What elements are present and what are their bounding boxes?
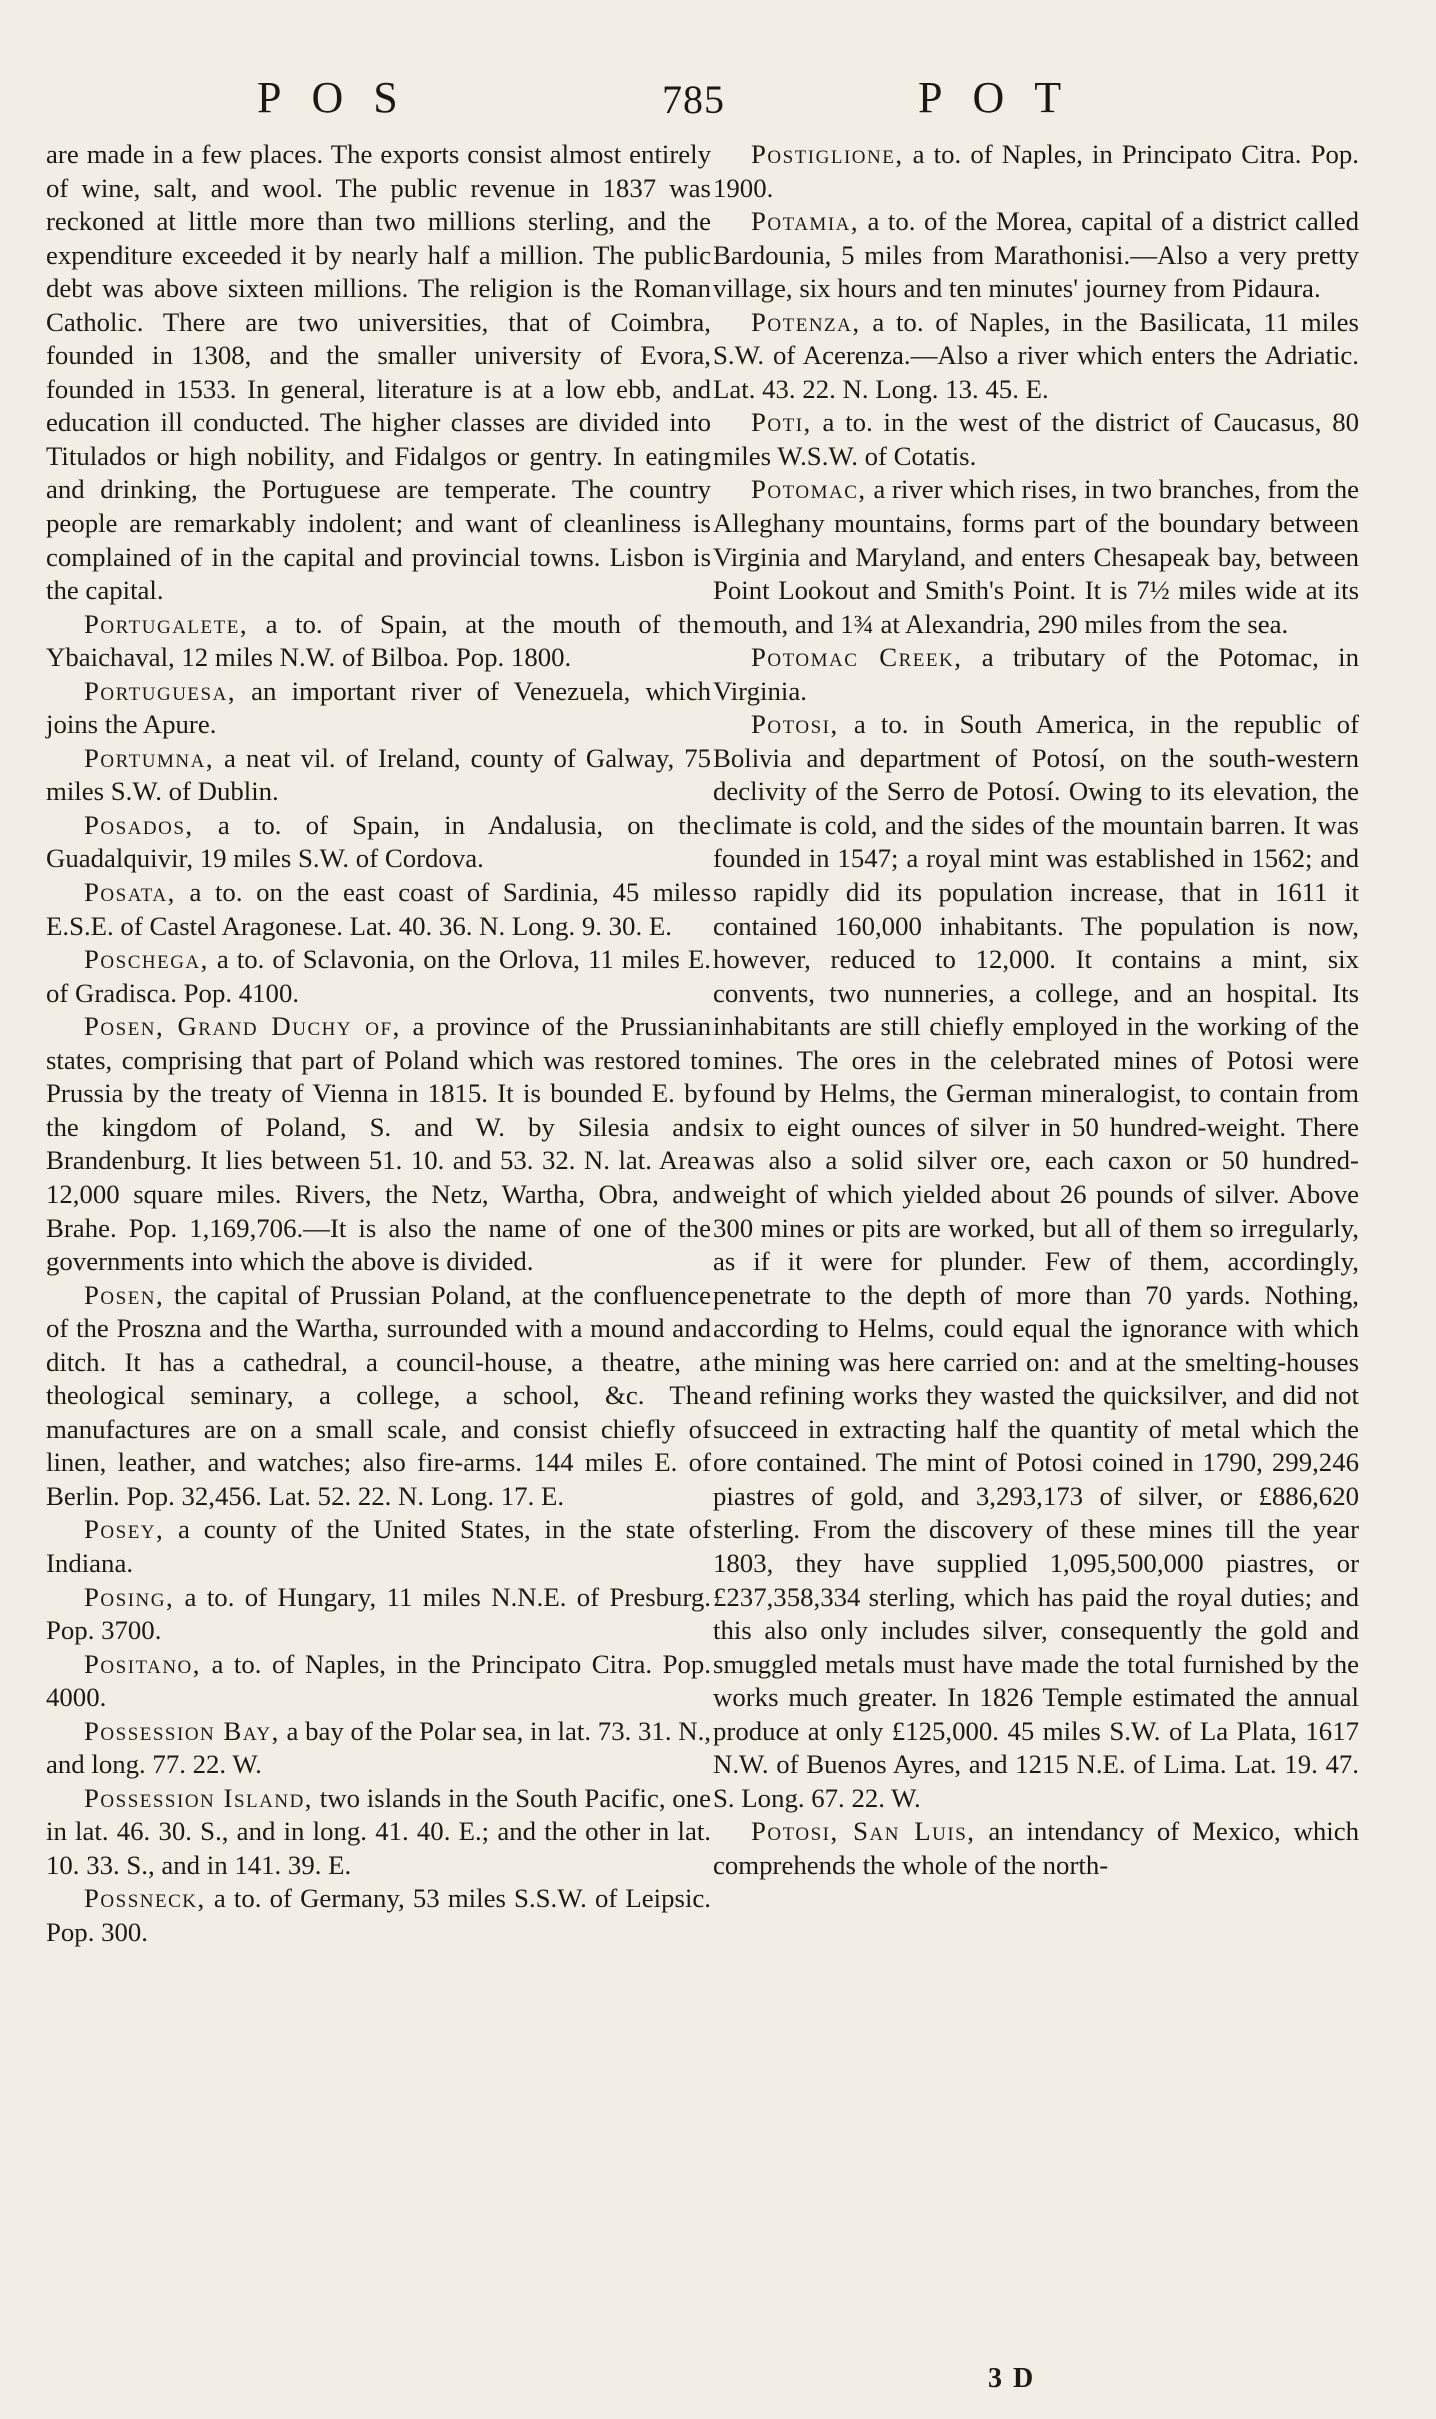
gazetteer-entry	[713, 641, 1359, 708]
entry-text: a neat vil. of Ireland, county of Galway, 75 miles S.W. of Dublin.	[46, 742, 711, 807]
entry-headword: Potomac Creek,	[751, 642, 963, 673]
entry-text: a to. on the east coast of Sardinia, 45 miles E.S.E. of Castel Aragonese. Lat. 40. 36. N. Long. 9. 30. E.	[46, 877, 711, 941]
entry-text: a to. of Germany, 53 miles S.S.W. of Leipsic. Pop. 300.	[46, 1883, 711, 1947]
gazetteer-entry	[46, 608, 711, 675]
gazetteer-entry	[46, 742, 711, 809]
entry-headword: Poschega,	[84, 944, 209, 975]
gazetteer-entry	[713, 205, 1359, 306]
entry-text: an important river of Venezuela, which joins the Apure.	[46, 675, 711, 740]
entry-headword: Potomac,	[751, 474, 867, 505]
entry-headword: Portuguesa,	[84, 675, 237, 706]
entry-text: a tributary of the Potomac, in Virginia.	[713, 642, 1359, 706]
gazetteer-entry	[46, 1010, 711, 1278]
gazetteer-entry	[713, 1815, 1359, 1882]
entry-text: are made in a few places. The exports consist almost entirely of wine, salt, and wool. The public revenue in 1837 was reckoned at little more than two millions sterling, and the expenditure exceeded it by nearly half a million. The public debt was above sixteen millions. The religion is the Roman Catholic. There are two universities, that of Coimbra, founded in 1308, and the smaller university of Evora, founded in 1533. In general, literature is at a low ebb, and education ill conducted. The higher classes are divided into Titulados or high nobility, and Fidalgos or gentry. In eating and drinking, the Portuguese are temperate. The country people are remarkably indolent; and want of cleanliness is complained of in the capital and provincial towns. Lisbon is the capital.	[46, 139, 711, 606]
entry-text: a to. of Hungary, 11 miles N.N.E. of Presburg. Pop. 3700.	[46, 1581, 711, 1646]
header-left-guideword: POS	[257, 73, 428, 122]
entry-headword: Possession Bay,	[84, 1715, 280, 1746]
entry-text: a county of the United States, in the state of Indiana.	[46, 1514, 711, 1578]
entry-headword: Positano,	[84, 1648, 201, 1679]
gazetteer-entry	[46, 809, 711, 876]
entry-text: a river which rises, in two branches, from the Alleghany mountains, forms part of the boundary between Virginia and Maryland, and enters Chesapeak bay, between Point Lookout and Smith's Point. It is 7½ miles wide at its mouth, and 1¾ at Alexandria, 290 miles from the sea.	[713, 474, 1359, 639]
entry-text: a to. of the Morea, capital of a district called Bardounia, 5 miles from Marathonisi.—Also a very pretty village, six hours and ten minutes' journey from Pidaura.	[713, 206, 1359, 304]
entry-text: an intendancy of Mexico, which comprehends the whole of the north-	[713, 1816, 1360, 1880]
entry-headword: Posey,	[84, 1514, 165, 1545]
gazetteer-entry	[713, 473, 1359, 641]
entry-text: a to. of Naples, in the Basilicata, 11 miles S.W. of Acerenza.—Also a river which enters the Adriatic. Lat. 43. 22. N. Long. 13. 45. E.	[713, 306, 1359, 404]
entry-headword: Postiglione,	[751, 139, 904, 169]
header-right-guideword: POT	[918, 73, 1092, 122]
entry-headword: Posing,	[84, 1581, 175, 1612]
entry-text: a to. of Naples, in the Principato Citra. Pop. 4000.	[46, 1648, 711, 1713]
gazetteer-entry	[46, 138, 711, 608]
gazetteer-entry	[713, 138, 1359, 205]
entry-headword: Poti,	[751, 407, 812, 438]
gazetteer-entry	[46, 1513, 711, 1580]
entry-text: a to. in the west of the district of Caucasus, 80 miles W.S.W. of Cotatis.	[713, 407, 1359, 471]
gazetteer-entry	[46, 876, 711, 943]
entry-headword: Portugalete,	[84, 608, 249, 639]
gazetteer-entry	[46, 1715, 711, 1782]
gazetteer-entry	[46, 1648, 711, 1715]
entry-text: a bay of the Polar sea, in lat. 73. 31. N., and long. 77. 22. W.	[46, 1715, 711, 1780]
entry-headword: Potenza,	[751, 306, 861, 337]
gazetteer-entry	[46, 675, 711, 742]
entry-text: a to. of Spain, at the mouth of the Ybaichaval, 12 miles N.W. of Bilboa. Pop. 1800.	[46, 608, 711, 673]
entry-headword: Possession Island,	[84, 1782, 314, 1813]
entry-headword: Posen, Grand Duchy of,	[84, 1011, 401, 1042]
entry-text: the capital of Prussian Poland, at the confluence of the Proszna and the Wartha, surrounded with a mound and ditch. It has a cathedral, a council-house, a theatre, a theological seminary, a college, a school, &c. The manufactures are on a small scale, and consist chiefly of linen, leather, and watches; also fire-arms. 144 miles E. of Berlin. Pop. 32,456. Lat. 52. 22. N. Long. 17. E.	[46, 1279, 711, 1511]
running-header	[0, 72, 1436, 132]
gazetteer-entry	[713, 306, 1359, 407]
entry-headword: Posados,	[84, 809, 194, 840]
gazetteer-entry	[46, 1581, 711, 1648]
entry-headword: Potosi,	[751, 709, 839, 740]
entry-text: two islands in the South Pacific, one in lat. 46. 30. S., and in long. 41. 40. E.; and the other in lat. 10. 33. S., and in 141. 39. E.	[46, 1782, 711, 1880]
entry-headword: Potamia,	[751, 206, 860, 237]
gazetteer-entry	[46, 943, 711, 1010]
gazetteer-entry	[713, 708, 1359, 1815]
signature-mark: 3 D	[988, 2363, 1036, 2394]
entry-headword: Portumna,	[84, 742, 215, 773]
gazetteer-entry	[46, 1882, 711, 1949]
gazetteer-entry	[46, 1782, 711, 1883]
page-number: 785	[662, 77, 725, 122]
entry-headword: Posata,	[84, 877, 176, 908]
entry-text: a to. in South America, in the republic of Bolivia and department of Potosí, on the south-western declivity of the Serro de Potosí. Owing to its elevation, the climate is cold, and the sides of the mountain barren. It was founded in 1547; a royal mint was established in 1562; and so rapidly did its population increase, that in 1611 it contained 160,000 inhabitants. The population is now, however, reduced to 12,000. It contains a mint, six convents, two nunneries, a college, and an hospital. Its inhabitants are still chiefly employed in the working of the mines. The ores in the celebrated mines of Potosi were found by Helms, the German mineralogist, to contain from six to eight ounces of silver in 50 hundred-weight. There was also a solid silver ore, each caxon or 50 hundred-weight of which yielded about 26 pounds of silver. Above 300 mines or pits are worked, but all of them so irregularly, as if it were for plunder. Few of them, accordingly, penetrate to the depth of more than 70 yards. Nothing, according to Helms, could equal the ignorance with which the mining was here carried on: and at the smelting-houses and refining works they wasted the quicksilver, and did not succeed in extracting half the quantity of metal which the ore contained. The mint of Potosi coined in 1790, 299,246 piastres of gold, and 3,293,173 of silver, or £886,620 sterling. From the discovery of these mines till the year 1803, they have supplied 1,095,500,000 piastres, or £237,358,334 sterling, which has paid the royal duties; and this also only includes silver, consequently the gold and smuggled metals must have made the total furnished by the works much greater. In 1826 Temple estimated the annual produce at only £125,000. 45 miles S.W. of La Plata, 1617 N.W. of Buenos Ayres, and 1215 N.E. of Lima. Lat. 19. 47. S. Long. 67. 22. W.	[713, 709, 1359, 1813]
entry-text: a province of the Prussian states, comprising that part of Poland which was restored to Prussia by the treaty of Vienna in 1815. It is bounded E. by the kingdom of Poland, S. and W. by Silesia and Brandenburg. It lies between 51. 10. and 53. 32. N. lat. Area 12,000 square miles. Rivers, the Netz, Wartha, Obra, and Brahe. Pop. 1,169,706.—It is also the name of one of the governments into which the above is divided.	[46, 1011, 711, 1277]
gazetteer-entry	[713, 406, 1359, 473]
entry-text: a to. of Sclavonia, on the Orlova, 11 miles E. of Gradisca. Pop. 4100.	[46, 944, 711, 1008]
gazetteer-entry	[46, 1279, 711, 1514]
entry-text: a to. of Spain, in Andalusia, on the Guadalquivir, 19 miles S.W. of Cordova.	[46, 809, 711, 874]
right-column	[713, 138, 1359, 1882]
left-column	[46, 138, 711, 1950]
entry-headword: Posen,	[84, 1279, 165, 1310]
entry-text: a to. of Naples, in Principato Citra. Pop. 1900.	[713, 139, 1359, 203]
entry-headword: Potosi, San Luis,	[751, 1816, 976, 1847]
entry-headword: Possneck,	[84, 1883, 206, 1914]
